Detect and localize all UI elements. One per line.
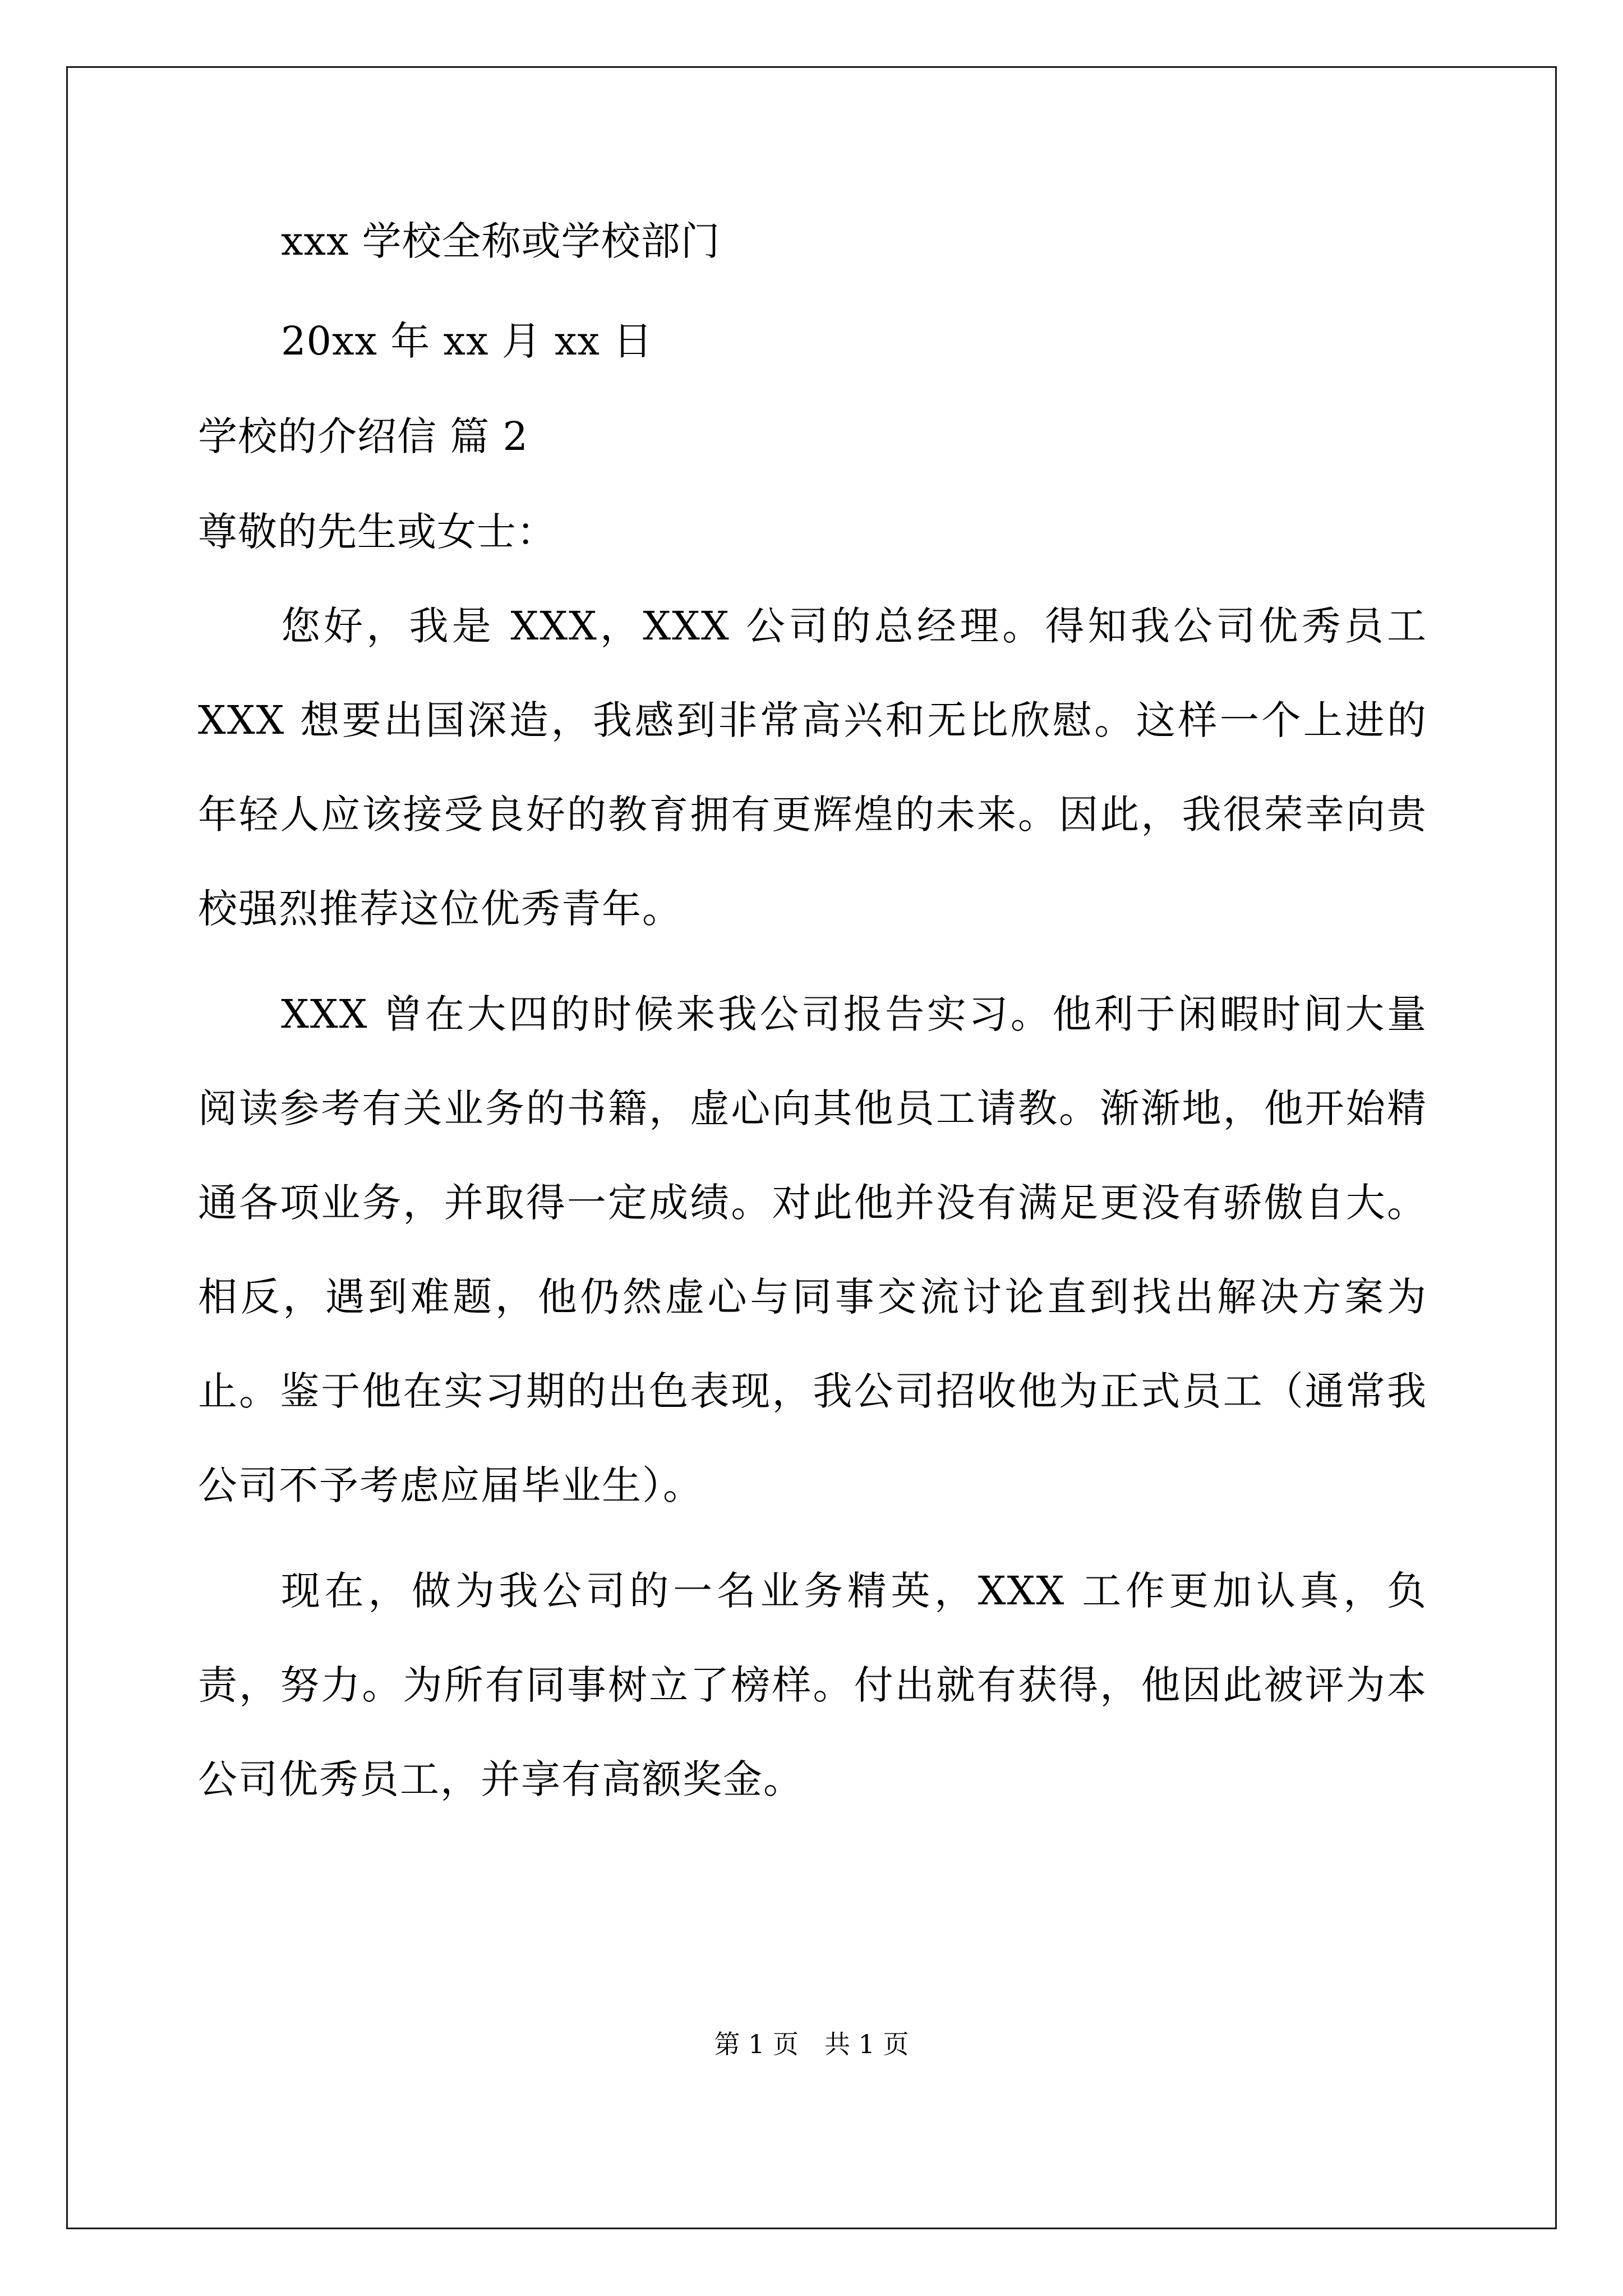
page-footer: 第 1 页 共 1 页: [714, 2029, 909, 2059]
paragraph: 现在，做为我公司的一名业务精英，XXX 工作更加认真，负责，努力。为所有同事树立了榜样。付出就有获得，他因此被评为本公司优秀员工，并享有高额奖金。: [198, 1568, 1427, 1802]
salutation: 尊敬的先生或女士：: [198, 509, 556, 555]
document-body: [198, 213, 1427, 1826]
paragraph: XXX 曾在大四的时候来我公司报告实习。他利于闲暇时间大量阅读参考有关业务的书籍，虚心向其他员工请教。渐渐地，他开始精通各项业务，并取得一定成绩。对此他并没有满足更没有骄傲自大。相反，遇到难题，他仍然虚心与同事交流讨论直到找出解决方案为止。鉴于他在实习期的出色表现，我公司招收他为正式员工（通常我公司不予考虑应届毕业生）。: [198, 991, 1427, 1508]
section-title: 学校的介绍信 篇 2: [198, 413, 529, 459]
date-line: 20xx 年 xx 月 xx 日: [281, 318, 653, 364]
paragraph: 您好，我是 XXX，XXX 公司的总经理。得知我公司优秀员工 XXX 想要出国深造，我感到非常高兴和无比欣慰。这样一个上进的年轻人应该接受良好的教育拥有更辉煌的未来。因此，我很荣幸向贵校强烈推荐这位优秀青年。: [198, 603, 1427, 932]
school-name-line: xxx 学校全称或学校部门: [281, 218, 721, 264]
